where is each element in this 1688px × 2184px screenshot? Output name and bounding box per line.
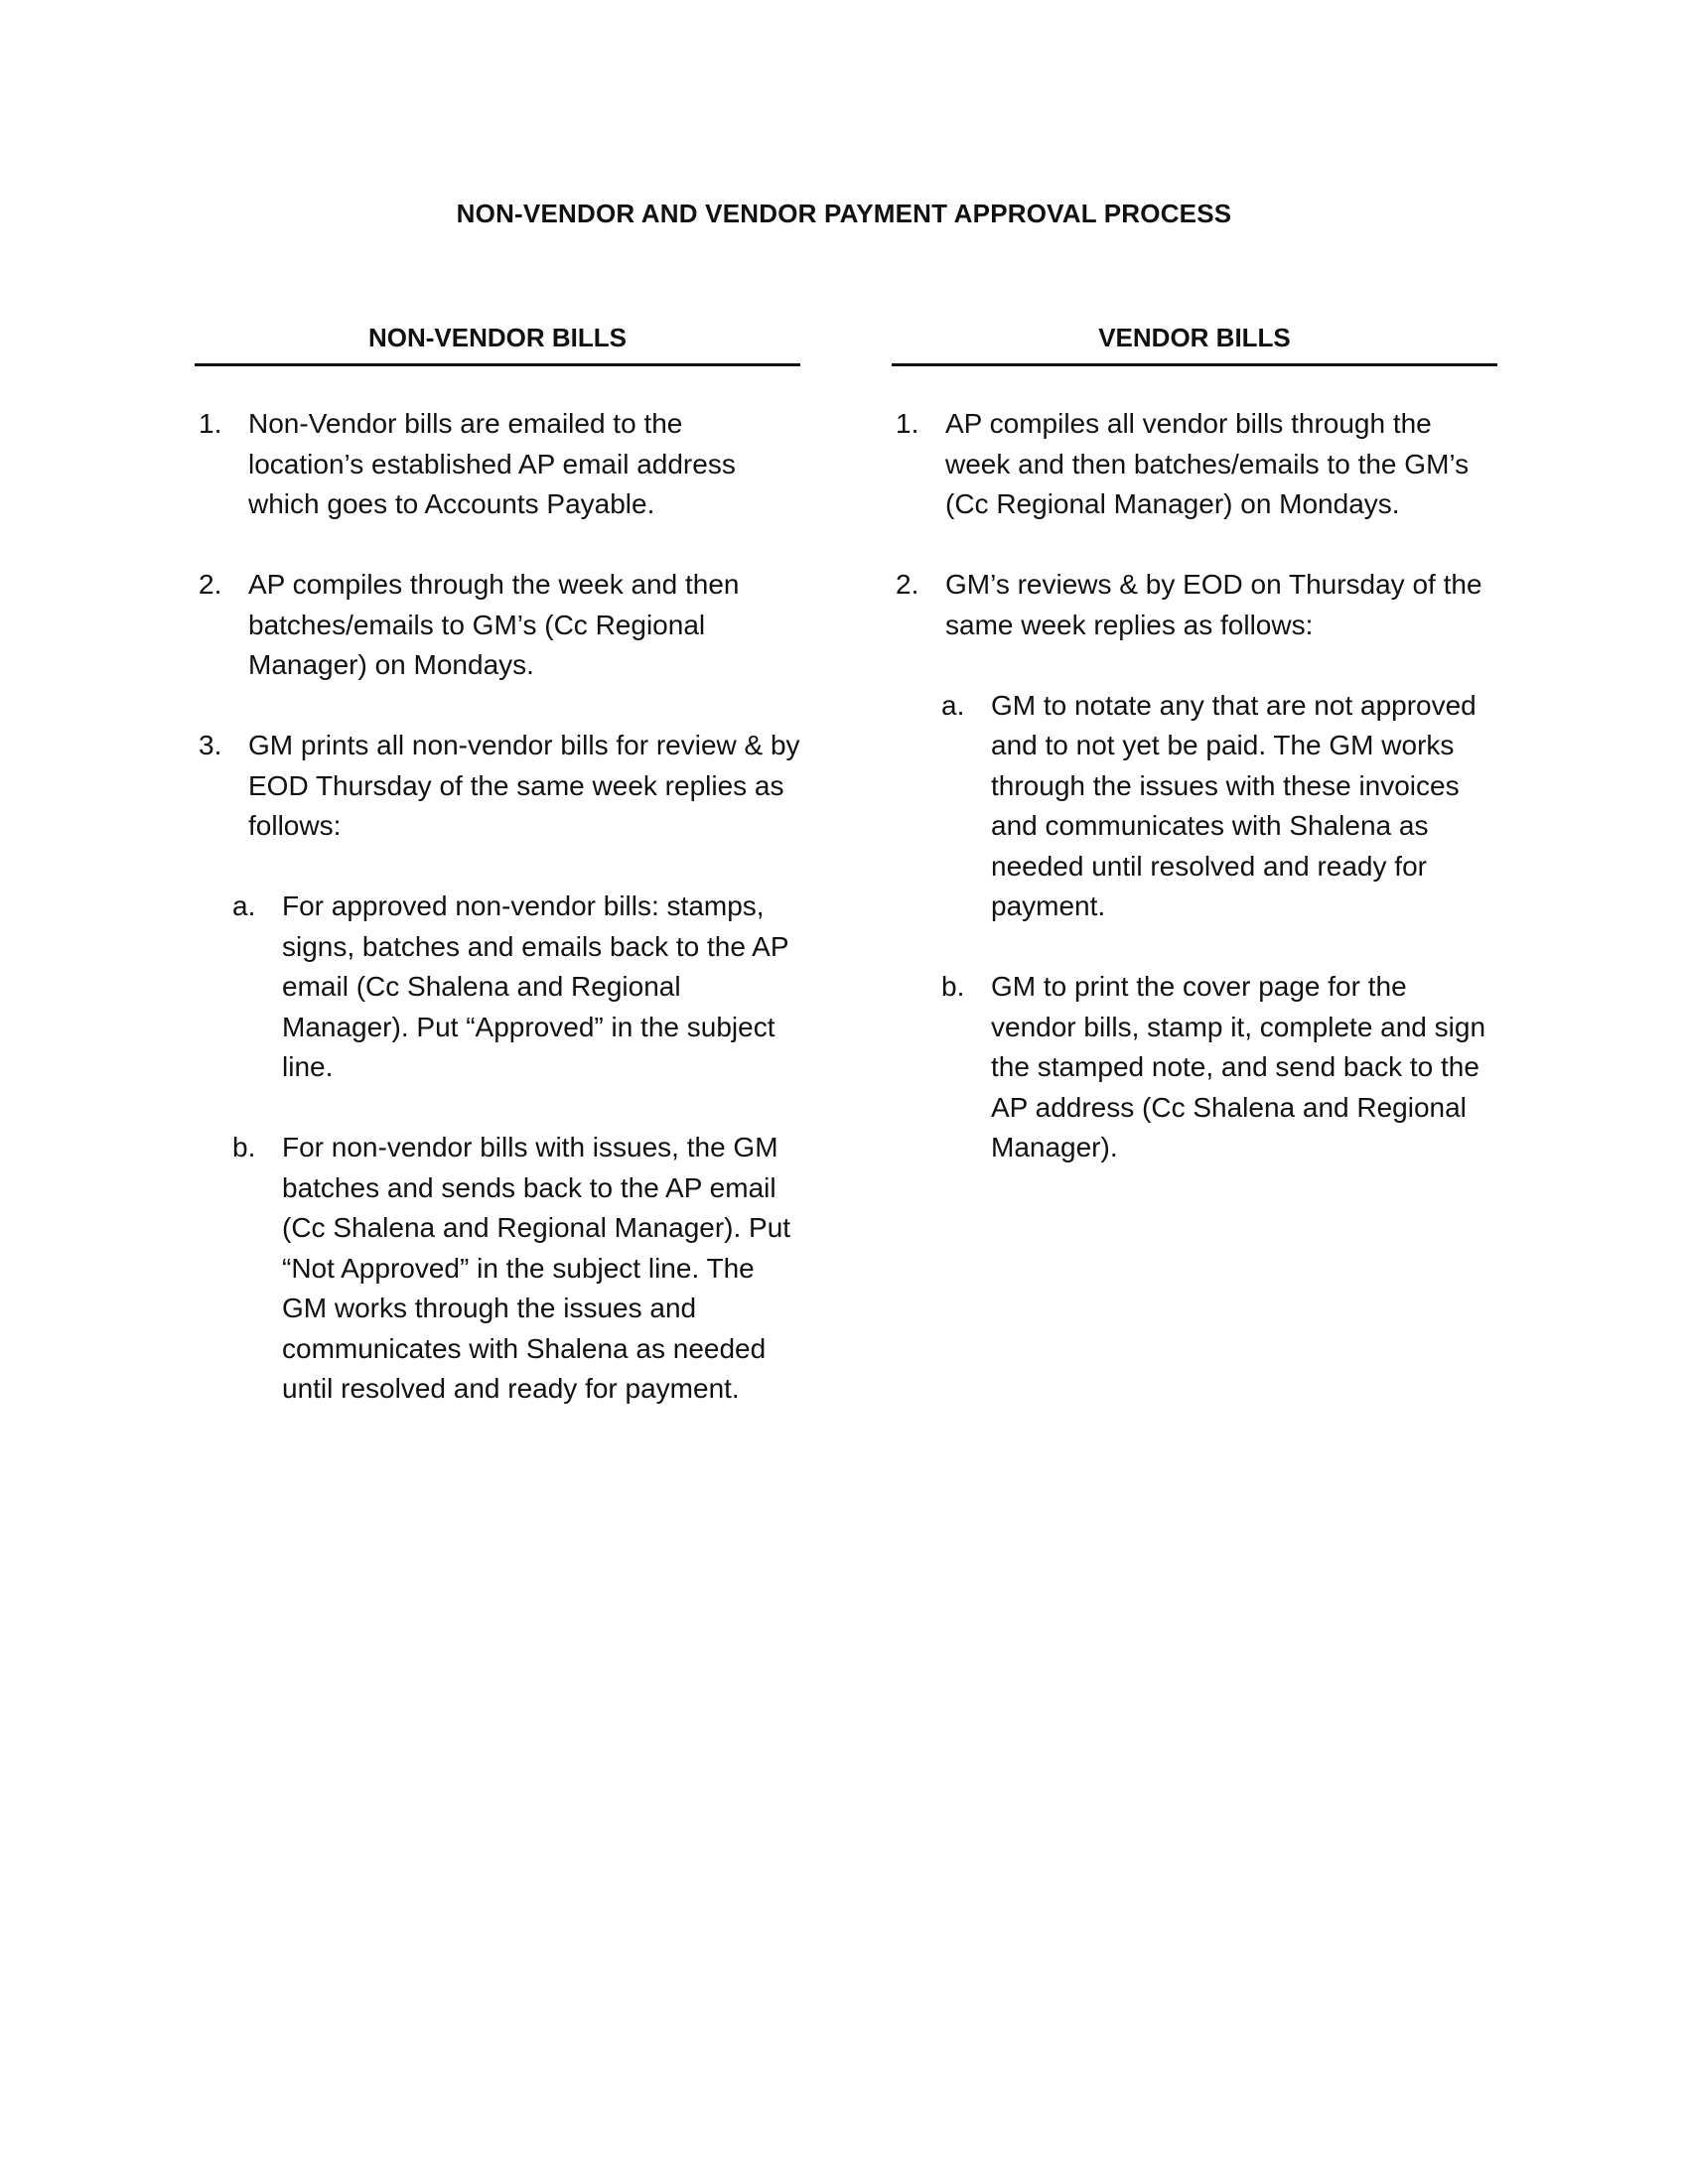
step-text: AP compiles all vendor bills through the week and then batches/emails to the GM’s (Cc Regional Manager) on Mondays. [945, 408, 1470, 519]
non-vendor-bills-column [195, 323, 800, 1449]
substep-letter: b. [941, 971, 965, 1002]
step-number: 1. [199, 408, 222, 439]
substep-letter: a. [941, 689, 965, 721]
vendor-substeps-list [941, 686, 1497, 1168]
substep-text: For non-vendor bills with issues, the GM batches and sends back to the AP email (Cc Shalena and Regional Manager). Put “Not Approved” in the subject line. The GM works through the issues and communicates with Shalena as needed until resolved and ready for payment. [282, 1132, 791, 1404]
step-number: 2. [199, 569, 222, 600]
non-vendor-step-1 [195, 404, 800, 525]
step-text: GM’s reviews & by EOD on Thursday of the same week replies as follows: [945, 569, 1482, 640]
step-number: 3. [199, 730, 222, 760]
vendor-bills-heading: VENDOR BILLS [892, 323, 1497, 366]
non-vendor-substep-b [232, 1128, 800, 1410]
non-vendor-substep-a [232, 887, 800, 1088]
step-text: GM prints all non-vendor bills for review & by EOD Thursday of the same week replies as follows: [248, 730, 800, 841]
non-vendor-bills-heading: NON-VENDOR BILLS [195, 323, 800, 366]
step-number: 2. [896, 569, 919, 600]
substep-text: GM to notate any that are not approved and to not yet be paid. The GM works through the issues with these invoices and communicates with Shalena as needed until resolved and ready for payment. [991, 689, 1477, 921]
substep-letter: a. [232, 890, 256, 921]
substep-text: For approved non-vendor bills: stamps, signs, batches and emails back to the AP email (Cc Shalena and Regional Manager). Put “Approved” in the subject line. [282, 890, 789, 1082]
vendor-step-1 [892, 404, 1497, 525]
non-vendor-step-2 [195, 565, 800, 686]
step-text: AP compiles through the week and then batches/emails to GM’s (Cc Regional Manager) on Mondays. [248, 569, 740, 680]
step-number: 1. [896, 408, 919, 439]
vendor-substep-a [941, 686, 1497, 927]
substep-letter: b. [232, 1132, 256, 1162]
non-vendor-step-3 [195, 726, 800, 1410]
non-vendor-substeps-list [232, 887, 800, 1410]
step-text: Non-Vendor bills are emailed to the location’s established AP email address which goes to Accounts Payable. [248, 408, 736, 519]
document-title: NON-VENDOR AND VENDOR PAYMENT APPROVAL PROCESS [456, 199, 1232, 228]
vendor-steps-list [892, 404, 1497, 1168]
vendor-bills-column [892, 323, 1497, 1208]
non-vendor-steps-list [195, 404, 800, 1410]
vendor-substep-b [941, 967, 1497, 1168]
substep-text: GM to print the cover page for the vendor bills, stamp it, complete and sign the stamped note, and send back to the AP address (Cc Shalena and Regional Manager). [991, 971, 1486, 1162]
vendor-step-2 [892, 565, 1497, 1168]
